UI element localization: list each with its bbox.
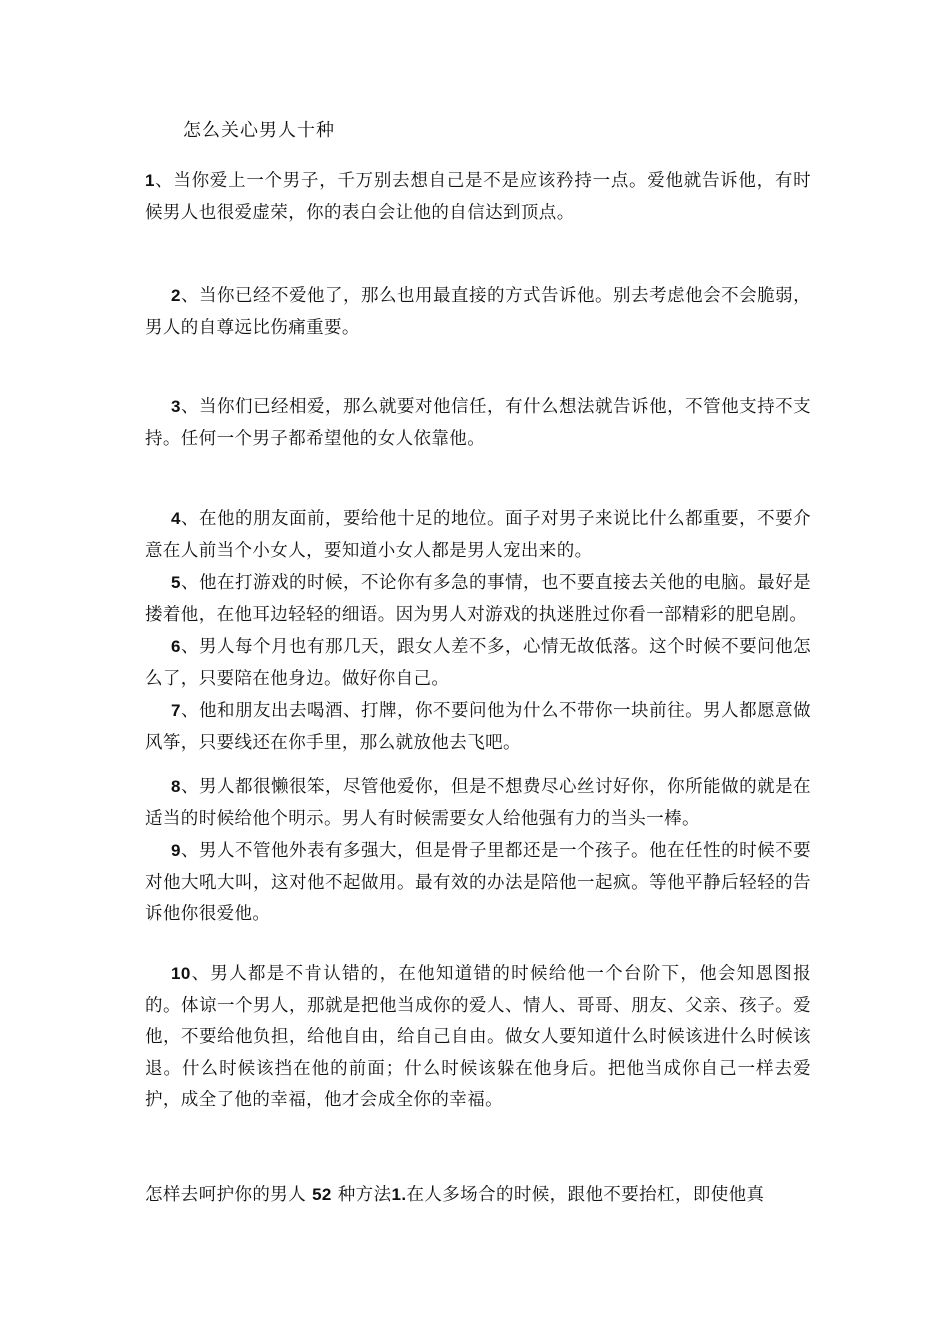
footer-number-b: 1. [391, 1185, 407, 1204]
list-item-10 [145, 958, 811, 1117]
list-item-3 [145, 391, 811, 455]
item-text: 、男人不管他外表有多强大，但是骨子里都还是一个孩子。他在任性的时候不要对他大吼大叫，这对他不起做用。最有效的办法是陪他一起疯。等他平静后轻轻的告诉他你很爱他。 [145, 841, 811, 924]
item-number: 5 [171, 573, 181, 592]
item-text: 、他和朋友出去喝酒、打牌，你不要问他为什么不带你一块前往。男人都愿意做风筝，只要线还在你手里，那么就放他去飞吧。 [145, 701, 811, 753]
item-number: 6 [171, 637, 181, 656]
item-text: 、在他的朋友面前，要给他十足的地位。面子对男子来说比什么都重要，不要介意在人前当个小女人，要知道小女人都是男人宠出来的。 [145, 509, 811, 561]
item-text: 、男人每个月也有那几天，跟女人差不多，心情无故低落。这个时候不要问他怎么了，只要陪在他身边。做好你自己。 [145, 637, 811, 689]
footer-paragraph [145, 1179, 811, 1212]
item-text: 、男人都很懒很笨，尽管他爱你，但是不想费尽心丝讨好你，你所能做的就是在适当的时候给他个明示。男人有时候需要女人给他强有力的当头一棒。 [145, 777, 811, 829]
footer-number-a: 52 [312, 1185, 332, 1204]
item-number: 7 [171, 701, 181, 720]
item-number: 4 [171, 509, 181, 528]
list-item-9 [145, 835, 811, 931]
item-number: 1 [145, 171, 155, 190]
item-number: 9 [171, 841, 181, 860]
list-item-6 [145, 631, 811, 695]
item-number: 3 [171, 397, 181, 416]
item-text: 、当你已经不爱他了，那么也用最直接的方式告诉他。别去考虑他会不会脆弱，男人的自尊远比伤痛重要。 [145, 286, 811, 338]
list-group-4-9 [145, 503, 811, 931]
list-item-7 [145, 695, 811, 759]
item-number: 10 [171, 964, 191, 983]
item-text: 、当你爱上一个男子，千万别去想自己是不是应该矜持一点。爱他就告诉他，有时候男人也很爱虚荣，你的表白会让他的自信达到顶点。 [145, 171, 811, 223]
footer-text-a: 怎样去呵护你的男人 [145, 1185, 307, 1205]
list-item-5 [145, 567, 811, 631]
item-text: 、他在打游戏的时候，不论你有多急的事情，也不要直接去关他的电脑。最好是搂着他，在他耳边轻轻的细语。因为男人对游戏的执迷胜过你看一部精彩的肥皂剧。 [145, 573, 811, 625]
footer-text-c: 在人多场合的时候，跟他不要抬杠，即使他真 [406, 1185, 765, 1205]
list-item-4 [145, 503, 811, 567]
list-item-1 [145, 165, 811, 229]
document-title: 怎么关心男人十种 [183, 120, 335, 141]
item-number: 2 [171, 286, 181, 305]
item-text: 、当你们已经相爱，那么就要对他信任，有什么想法就告诉他，不管他支持不支持。任何一个男子都希望他的女人依靠他。 [145, 397, 811, 449]
list-item-2 [145, 280, 811, 344]
item-text: 、男人都是不肯认错的，在他知道错的时候给他一个台阶下，他会知恩图报的。体谅一个男人，那就是把他当成你的爱人、情人、哥哥、朋友、父亲、孩子。爱他，不要给他负担，给他自由，给自己自由。做女人要知道什么时候该进什么时候该退。什么时候该挡在他的前面；什么时候该躲在他身后。把他当成你自己一样去爱护，成全了他的幸福，他才会成全你的幸福。 [145, 964, 811, 1110]
item-number: 8 [171, 777, 181, 796]
footer-text-b: 种方法 [337, 1185, 392, 1205]
list-item-8 [145, 771, 811, 835]
